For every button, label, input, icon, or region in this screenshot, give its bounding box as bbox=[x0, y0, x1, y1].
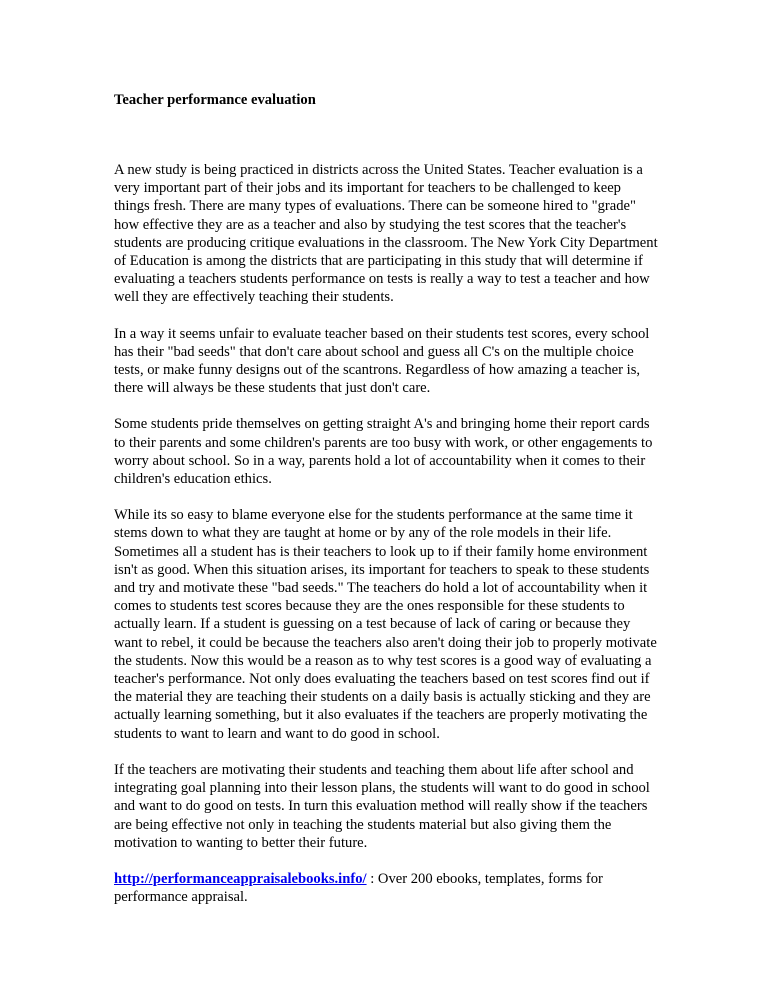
document-title: Teacher performance evaluation bbox=[114, 92, 316, 108]
document-page bbox=[114, 92, 658, 924]
paragraph-1: A new study is being practiced in districts across the United States. Teacher evaluation is a very important part of their jobs and its important for teachers to be challenged to keep things fresh. There are many types of evaluations. There can be someone hired to "grade" how effective they are as a teacher and also by studying the test scores that the teacher's students are producing critique evaluations in the classroom. The New York City Department of Education is among the districts that are participating in this study that will determine if evaluating a teachers students performance on tests is really a way to test a teacher and how well they are effectively teaching their students. bbox=[114, 162, 658, 306]
paragraph-4: While its so easy to blame everyone else for the students performance at the same time it stems down to what they are taught at home or by any of the role models in their life. Sometimes all a student has is their teachers to look up to if their family home environment isn't as good. When this situation arises, its important for teachers to speak to these students and try and motivate these "bad seeds." The teachers do hold a lot of accountability when it comes to students test scores because they are the ones responsible for these students to actually learn. If a student is guessing on a test because of lack of caring or because they want to rebel, it could be because the teachers also aren't doing their job to properly motivate the students. Now this would be a reason as to why test scores is a good way of evaluating a teacher's performance. Not only does evaluating the teachers based on test scores find out if the material they are teaching their students on a daily basis is actually sticking and they are actually learning something, but it also evaluates if the teachers are properly motivating the students to want to learn and want to do good in school. bbox=[114, 507, 657, 742]
footer-text: : Over 200 ebooks, templates, forms for performance appraisal. bbox=[114, 870, 603, 906]
ebooks-link[interactable]: http://performanceappraisalebooks.info/ bbox=[114, 870, 367, 887]
paragraph-3: Some students pride themselves on getting straight A's and bringing home their report cards to their parents and some children's parents are too busy with work, or other engagements to worry about school. So in a way, parents hold a lot of accountability when it comes to their children's education ethics. bbox=[114, 416, 653, 488]
paragraph-2: In a way it seems unfair to evaluate teacher based on their students test scores, every school has their "bad seeds" that don't care about school and guess all C's on the multiple choice tests, or make funny designs out of the scantrons. Regardless of how amazing a teacher is, there will always be these students that just don't care. bbox=[114, 325, 650, 397]
footer-paragraph bbox=[114, 870, 658, 906]
paragraph-5: If the teachers are motivating their students and teaching them about life after school and integrating goal planning into their lesson plans, the students will want to do good in school and want to do good on tests. In turn this evaluation method will really show if the teachers are being effective not only in teaching the students material but also giving them the motivation to wanting to better their future. bbox=[114, 761, 650, 851]
